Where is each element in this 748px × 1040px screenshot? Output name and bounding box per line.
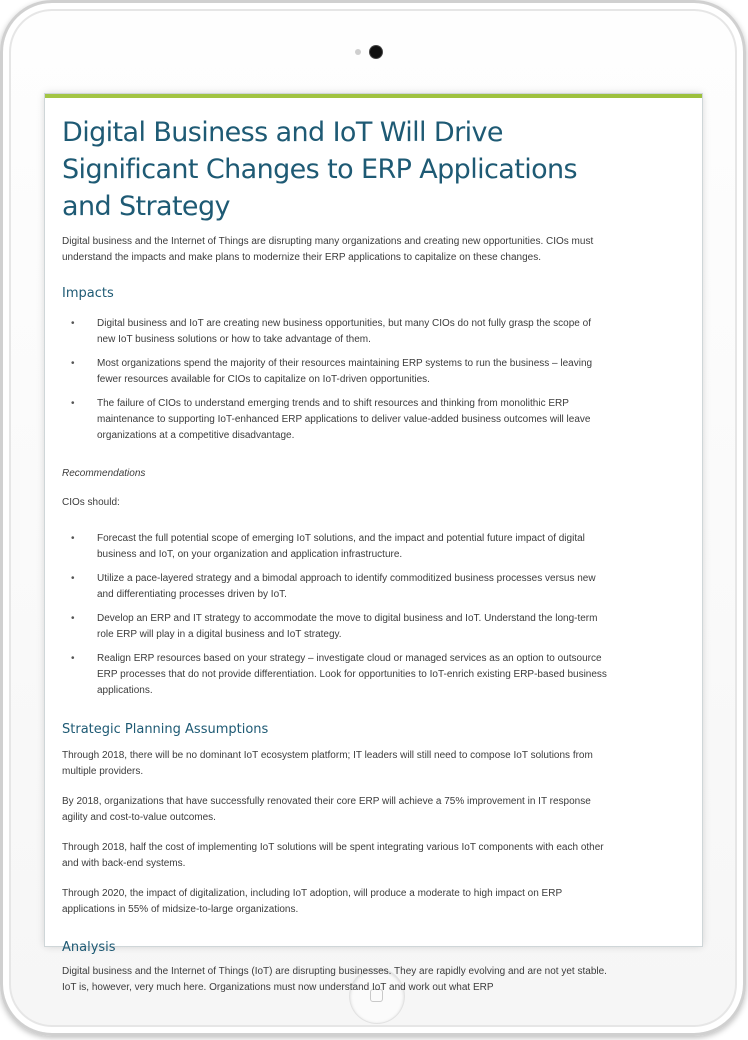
bullet-icon: • [71, 358, 75, 369]
assumptions-heading: Strategic Planning Assumptions [62, 722, 269, 737]
recommendations-lead: CIOs should: [62, 497, 120, 508]
accent-bar [45, 94, 702, 98]
list-item [62, 531, 607, 563]
camera-icon [370, 46, 382, 58]
bullet-icon: • [71, 613, 75, 624]
impacts-heading: Impacts [62, 286, 114, 301]
document-screen[interactable] [45, 94, 702, 993]
recommendation-text: Utilize a pace-layered strategy and a bimodal approach to identify commoditized business processes versus new and differentiating processes driven by IoT. [97, 573, 596, 600]
recommendation-text: Develop an ERP and IT strategy to accommodate the move to digital business and IoT. Understand the long-term role ERP will play in a digital business and IoT strategy. [97, 613, 598, 640]
recommendation-text: Realign ERP resources based on your strategy – investigate cloud or managed services as an option to outsource ERP processes that do not provide differentiation. Look for opportunities to IoT-enrich existing ERP-based business applications. [97, 653, 607, 696]
bullet-icon: • [71, 573, 75, 584]
page-title: Digital Business and IoT Will Drive Significant Changes to ERP Applications and Strategy [62, 117, 577, 222]
list-item [62, 651, 607, 699]
list-item [62, 356, 607, 388]
assumption-paragraph: By 2018, organizations that have successfully renovated their core ERP will achieve a 75% improvement in IT response agility and cost-to-value outcomes. [62, 796, 591, 823]
list-item [62, 611, 607, 643]
assumption-paragraph: Through 2018, half the cost of implementing IoT solutions will be spent integrating various IoT components with each other and with back-end systems. [62, 842, 604, 869]
sensor-icon [355, 49, 361, 55]
document-content [62, 114, 607, 996]
analysis-heading: Analysis [62, 940, 116, 955]
impact-text: Most organizations spend the majority of their resources maintaining ERP systems to run the business – leaving fewer resources available for CIOs to capitalize on IoT-driven opportunities. [97, 358, 593, 385]
impact-text: The failure of CIOs to understand emerging trends and to shift resources and thinking from monolithic ERP maintenance to supporting IoT-enhanced ERP applications to deliver value-added business outcomes will leave organizations at a competitive disadvantage. [97, 398, 591, 441]
analysis-paragraph: Digital business and the Internet of Things (IoT) are disrupting businesses. They are rapidly evolving and are not yet stable. IoT is, however, very much here. Organizations must now understand IoT and work out what ERP [62, 966, 607, 993]
intro-paragraph: Digital business and the Internet of Things are disrupting many organizations and creating new opportunities. CIOs must understand the impacts and make plans to modernize their ERP applications to capitalize on these changes. [62, 236, 594, 263]
list-item [62, 316, 607, 348]
impacts-list [62, 316, 607, 444]
recommendation-text: Forecast the full potential scope of emerging IoT solutions, and the impact and potential future impact of digital business and IoT, on your organization and application infrastructure. [97, 533, 585, 560]
bullet-icon: • [71, 398, 75, 409]
list-item [62, 396, 607, 444]
bullet-icon: • [71, 533, 75, 544]
list-item [62, 571, 607, 603]
assumption-paragraph: Through 2018, there will be no dominant IoT ecosystem platform; IT leaders will still need to compose IoT solutions from multiple providers. [62, 750, 593, 777]
assumption-paragraph: Through 2020, the impact of digitalization, including IoT adoption, will produce a moderate to high impact on ERP applications in 55% of midsize-to-large organizations. [62, 888, 562, 915]
impact-text: Digital business and IoT are creating new business opportunities, but many CIOs do not fully grasp the scope of new IoT business solutions or how to take advantage of them. [97, 318, 591, 345]
bullet-icon: • [71, 653, 75, 664]
bullet-icon: • [71, 318, 75, 329]
recommendations-heading: Recommendations [62, 468, 146, 479]
recommendations-list [62, 531, 607, 699]
